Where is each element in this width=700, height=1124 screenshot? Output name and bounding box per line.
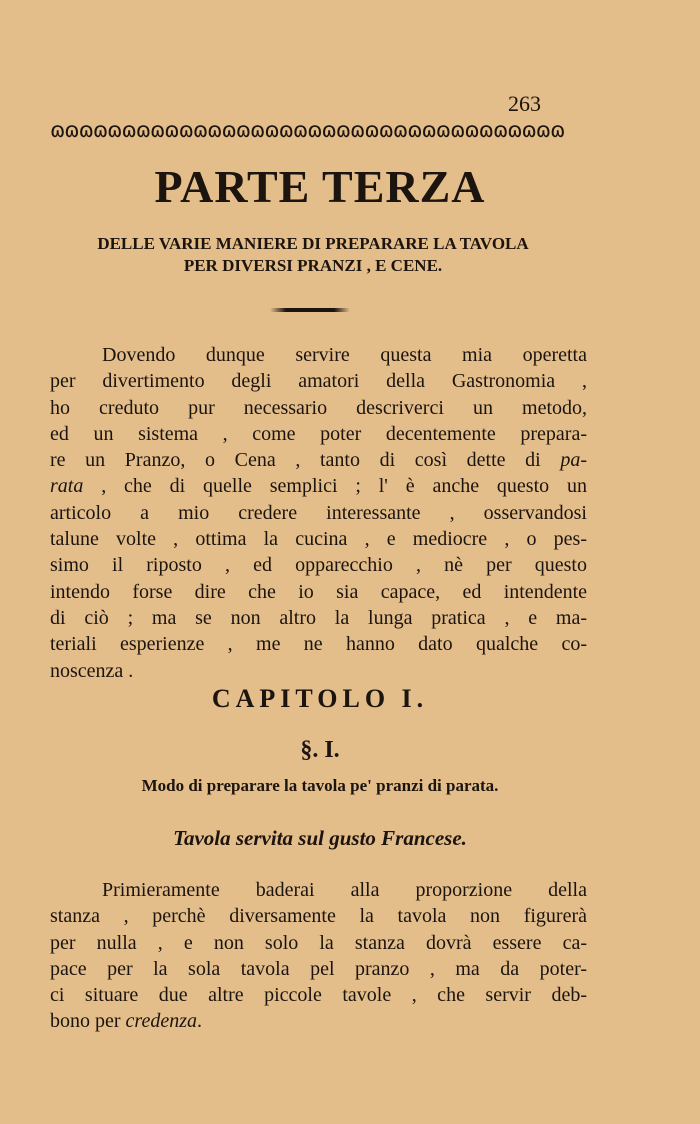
paragraph-line: intendo forse dire che io sia capace, ed intendente <box>50 580 587 603</box>
chapter-title: CAPITOLO I. <box>211 684 429 713</box>
paragraph-line: teriali esperienze , me ne hanno dato qualche co- <box>50 633 587 656</box>
paragraph-text: . <box>197 1010 203 1033</box>
part-title: PARTE TERZA <box>154 161 486 212</box>
paragraph-line <box>50 447 587 473</box>
paragraph-line: di ciò ; ma se non altro la lunga pratica , e ma- <box>50 606 587 629</box>
ornamental-divider <box>270 308 350 312</box>
paragraph-line: ci situare due altre piccole tavole , che servir deb- <box>50 984 587 1007</box>
paragraph-line <box>50 1008 587 1034</box>
paragraph-line: stanza , perchè diversamente la tavola non figurerà <box>50 905 587 928</box>
paragraph-line <box>50 473 587 499</box>
paragraph-line: Dovendo dunque servire questa mia operetta <box>102 344 587 366</box>
page-number: 263 <box>508 91 541 116</box>
part-subtitle <box>58 233 568 277</box>
intro-paragraph <box>50 342 587 684</box>
paragraph-line: pace per la sola tavola pel pranzo , ma da poter- <box>50 957 587 980</box>
paragraph-line: noscenza . <box>50 659 134 682</box>
section-title: Modo di preparare la tavola pe' pranzi di parata. <box>141 776 499 795</box>
paragraph-line: per nulla , e non solo la stanza dovrà essere ca- <box>50 931 587 954</box>
part-subtitle-line-2: PER DIVERSI PRANZI , E CENE. <box>183 256 443 275</box>
paragraph-line: ho creduto pur necessario descriverci un metodo, <box>50 396 587 419</box>
ornamental-border: ɷɷɷɷɷɷɷɷɷɷɷɷɷɷɷɷɷɷɷɷɷɷɷɷɷɷɷɷɷɷɷɷɷɷɷɷ <box>50 118 565 142</box>
italic-word: pa- <box>560 449 588 472</box>
subsection-title: Tavola servita sul gusto Francese. <box>173 826 467 850</box>
paragraph-line: per divertimento degli amatori della Gastronomia , <box>50 370 587 393</box>
paragraph-line: simo il riposto , ed opparecchio , nè per questo <box>50 554 587 577</box>
italic-word: rata <box>50 475 84 498</box>
paragraph-line: ed un sistema , come poter decentemente prepara- <box>50 422 587 445</box>
section-mark: §. I. <box>300 737 340 763</box>
paragraph-line: Primieramente baderai alla proporzione della <box>102 879 587 901</box>
italic-word: credenza <box>125 1010 198 1033</box>
paragraph-line: talune volte , ottima la cucina , e mediocre , o pes- <box>50 528 587 551</box>
second-paragraph <box>50 877 587 1035</box>
paragraph-line: articolo a mio credere interessante , osservandosi <box>50 501 587 524</box>
paragraph-text: , che di quelle semplici ; l' è anche questo un <box>101 475 587 498</box>
paragraph-text: re un Pranzo, o Cena , tanto di così dette di <box>50 449 541 472</box>
part-subtitle-line-1: DELLE VARIE MANIERE DI PREPARARE LA TAVOLA <box>97 234 529 253</box>
paragraph-text: bono per <box>50 1010 121 1033</box>
